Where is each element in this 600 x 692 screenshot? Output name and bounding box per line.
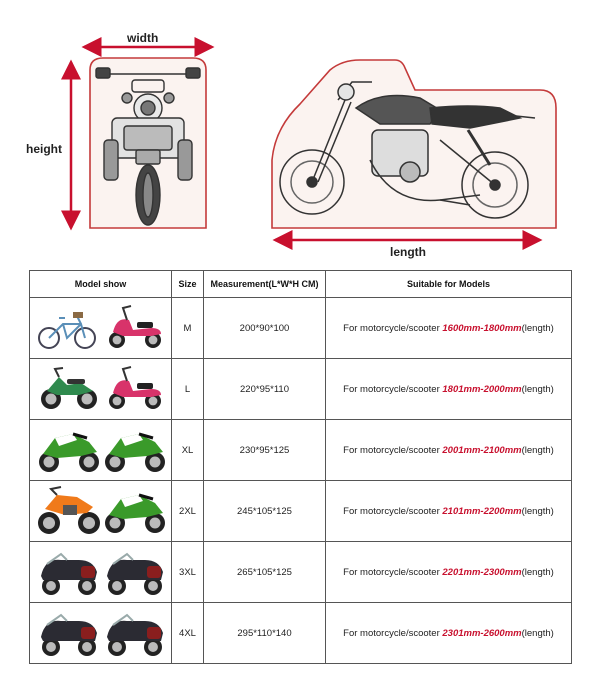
table-row xyxy=(30,603,572,664)
size-value: M xyxy=(172,298,204,359)
measurement-value: 230*95*125 xyxy=(204,420,326,481)
suitable-suffix: (length) xyxy=(521,505,554,517)
model-images-xl xyxy=(35,424,167,476)
suitable-suffix: (length) xyxy=(521,444,554,456)
model-images-2xl xyxy=(35,485,167,537)
suitable-prefix: For motorcycle/scooter xyxy=(343,627,443,639)
dimension-diagram xyxy=(0,0,600,268)
length-range: 1801mm-2000mm xyxy=(442,383,522,395)
model-images-l xyxy=(35,363,167,415)
model-thumbnails xyxy=(30,359,172,420)
length-range: 2301mm-2600mm xyxy=(442,627,522,639)
measurement-value: 220*95*110 xyxy=(204,359,326,420)
suitable-suffix: (length) xyxy=(521,566,554,578)
suitable-prefix: For motorcycle/scooter xyxy=(343,566,443,578)
header-size: Size xyxy=(172,271,204,298)
dimension-diagram-art xyxy=(0,0,600,268)
measurement-value: 295*110*140 xyxy=(204,603,326,664)
table-row xyxy=(30,420,572,481)
length-range: 2201mm-2300mm xyxy=(442,566,522,578)
suitable-models-text xyxy=(326,481,572,542)
measurement-value: 200*90*100 xyxy=(204,298,326,359)
measurement-value: 245*105*125 xyxy=(204,481,326,542)
table-row xyxy=(30,542,572,603)
model-images-3xl xyxy=(35,546,167,598)
table-row xyxy=(30,481,572,542)
suitable-models-text xyxy=(326,542,572,603)
height-label: height xyxy=(26,142,62,156)
size-chart-table xyxy=(29,270,572,664)
size-value: 4XL xyxy=(172,603,204,664)
suitable-models-text xyxy=(326,603,572,664)
size-value: L xyxy=(172,359,204,420)
table-body xyxy=(30,298,572,664)
model-thumbnails xyxy=(30,420,172,481)
model-thumbnails xyxy=(30,603,172,664)
suitable-prefix: For motorcycle/scooter xyxy=(343,322,443,334)
table-row xyxy=(30,298,572,359)
header-model-show: Model show xyxy=(30,271,172,298)
suitable-models-text xyxy=(326,298,572,359)
size-value: 3XL xyxy=(172,542,204,603)
length-range: 2101mm-2200mm xyxy=(442,505,522,517)
header-measurement: Measurement(L*W*H CM) xyxy=(204,271,326,298)
size-value: XL xyxy=(172,420,204,481)
model-thumbnails xyxy=(30,481,172,542)
length-range: 1600mm-1800mm xyxy=(442,322,522,334)
suitable-prefix: For motorcycle/scooter xyxy=(343,444,443,456)
suitable-models-text xyxy=(326,359,572,420)
model-images-4xl xyxy=(35,607,167,659)
length-range: 2001mm-2100mm xyxy=(442,444,522,456)
width-label: width xyxy=(127,31,159,45)
suitable-suffix: (length) xyxy=(521,383,554,395)
table-header-row xyxy=(30,271,572,298)
length-label: length xyxy=(390,245,426,259)
measurement-value: 265*105*125 xyxy=(204,542,326,603)
size-value: 2XL xyxy=(172,481,204,542)
suitable-models-text xyxy=(326,420,572,481)
table-row xyxy=(30,359,572,420)
header-suitable: Suitable for Models xyxy=(326,271,572,298)
suitable-suffix: (length) xyxy=(521,322,554,334)
suitable-prefix: For motorcycle/scooter xyxy=(343,505,443,517)
suitable-prefix: For motorcycle/scooter xyxy=(343,383,443,395)
suitable-suffix: (length) xyxy=(521,627,554,639)
model-thumbnails xyxy=(30,298,172,359)
model-images-m xyxy=(35,302,167,354)
model-thumbnails xyxy=(30,542,172,603)
